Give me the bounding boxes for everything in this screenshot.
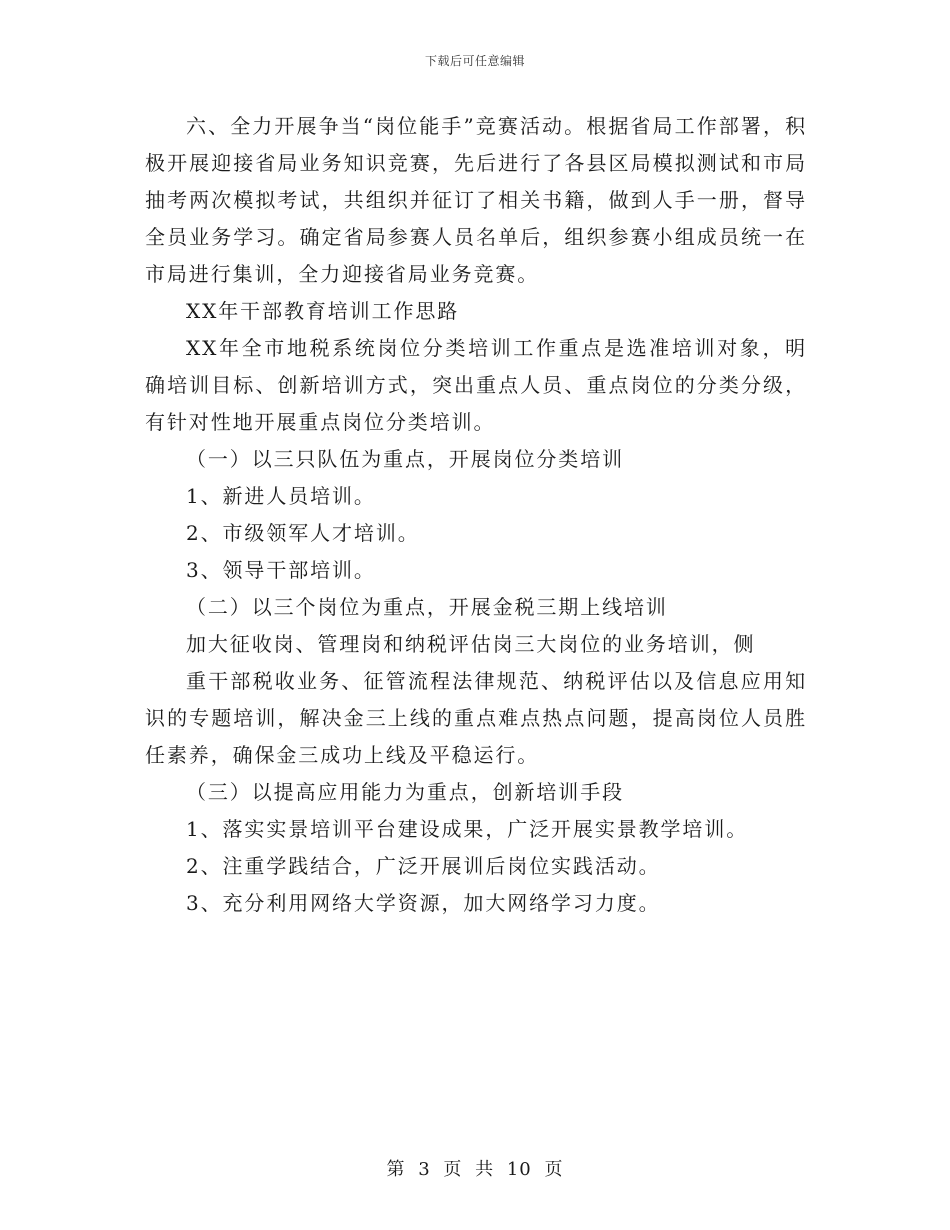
list-item: 3、充分利用网络大学资源，加大网络学习力度。 xyxy=(186,891,661,915)
paragraph-competition: 六、全力开展争当“岗位能手”竞赛活动。根据省局工作部署，积极开展迎接省局业务知识竞赛，先后进行了各县区局模拟测试和市局抽考两次模拟考试，共组织并征订了相关书籍，做到人手一册，督导全员业务学习。确定省局参赛人员名单后，组织参赛小组成员统一在市局进行集训，全力迎接省局业务竞赛。 xyxy=(145,114,807,286)
heading-section-1: （一）以三只队伍为重点，开展岗位分类培训 xyxy=(186,447,624,471)
paragraph-line: 加大征收岗、管理岗和纳税评估岗三大岗位的业务培训，侧 xyxy=(186,632,756,656)
paragraph-overview: XX年全市地税系统岗位分类培训工作重点是选准培训对象，明确培训目标、创新培训方式，突出重点人员、重点岗位的分类分级，有针对性地开展重点岗位分类培训。 xyxy=(145,336,807,434)
section-title: XX年干部教育培训工作思路 xyxy=(186,299,460,323)
list-item: 2、市级领军人才培训。 xyxy=(186,521,420,545)
list-item: 3、领导干部培训。 xyxy=(186,558,376,582)
heading-section-2: （二）以三个岗位为重点，开展金税三期上线培训 xyxy=(186,595,668,619)
paragraph-golden-tax: 重干部税收业务、征管流程法律规范、纳税评估以及信息应用知识的专题培训，解决金三上线的重点难点热点问题，提高岗位人员胜任素养，确保金三成功上线及平稳运行。 xyxy=(145,669,807,767)
list-item: 1、落实实景培训平台建设成果，广泛开展实景教学培训。 xyxy=(186,817,749,841)
page-number: 第 3 页 共 10 页 xyxy=(386,1159,564,1180)
page-header: 下载后可任意编辑 xyxy=(424,54,525,68)
list-item: 2、注重学践结合，广泛开展训后岗位实践活动。 xyxy=(186,854,661,878)
heading-section-3: （三）以提高应用能力为重点，创新培训手段 xyxy=(186,780,624,804)
document-body xyxy=(145,108,807,922)
list-item: 1、新进人员培训。 xyxy=(186,484,376,508)
